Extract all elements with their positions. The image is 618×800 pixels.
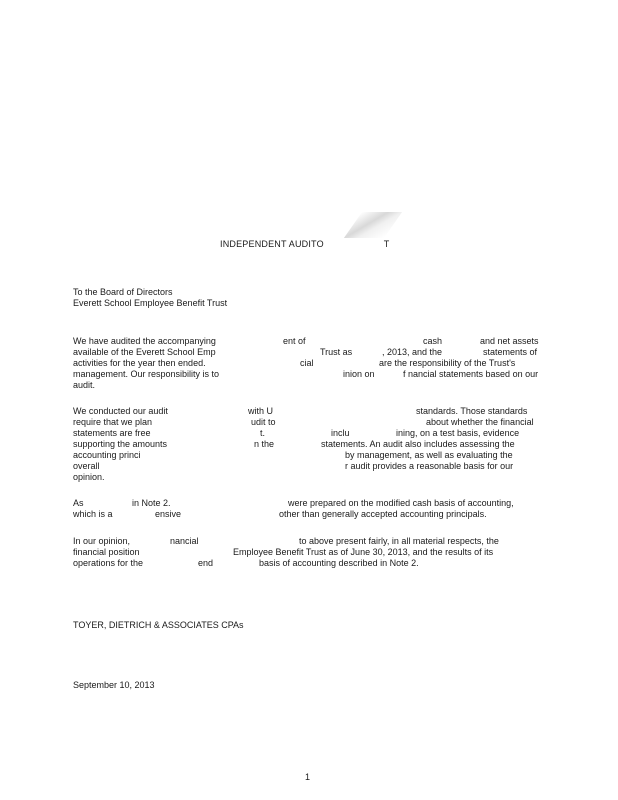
text-segment: n the [254, 439, 275, 449]
text-segment: in Note 2. [132, 498, 171, 508]
text-segment: management. Our responsibility is to [73, 369, 220, 379]
text-segment: t. [260, 428, 266, 438]
addressee-line-2: Everett School Employee Benefit Trust [73, 298, 228, 308]
text-segment: by management, as well as evaluating the [345, 450, 513, 460]
text-segment: with U [248, 406, 274, 416]
text-segment: statements. An audit also includes assessing the [321, 439, 515, 449]
text-segment: udit to [251, 417, 276, 427]
text-segment: operations for the [73, 558, 144, 568]
text-segment: As [73, 498, 84, 508]
text-segment: activities for the year then ended. [73, 358, 206, 368]
report-title-right: T [383, 239, 390, 249]
scan-smudge [344, 212, 402, 238]
text-segment: inion on [343, 369, 375, 379]
text-segment: were prepared on the modified cash basis of accounting, [288, 498, 514, 508]
p1-line-5: audit. [73, 380, 96, 390]
text-segment: are the responsibility of the Trust's [379, 358, 516, 368]
text-segment: end [198, 558, 214, 568]
text-segment: and net assets [480, 336, 539, 346]
text-segment: statements of [483, 347, 538, 357]
text-segment: We conducted our audit [73, 406, 168, 416]
p2-line-7: opinion. [73, 472, 105, 482]
text-segment: statements are free [73, 428, 151, 438]
text-segment: inclu [331, 428, 350, 438]
text-segment: ent of [283, 336, 306, 346]
text-segment: In our opinion, [73, 536, 131, 546]
page-number: 1 [305, 772, 311, 782]
text-segment: cial [300, 358, 314, 368]
text-segment: financial position [73, 547, 140, 557]
text-segment: overall [73, 461, 100, 471]
text-segment: Employee Benefit Trust as of June 30, 2013, and the results of its [233, 547, 494, 557]
text-segment: basis of accounting described in Note 2. [259, 558, 419, 568]
text-segment: r audit provides a reasonable basis for our [345, 461, 514, 471]
text-segment: , 2013, and the [382, 347, 443, 357]
addressee-line-1: To the Board of Directors [73, 287, 173, 297]
text-segment: We have audited the accompanying [73, 336, 216, 346]
text-segment: about whether the financial [426, 417, 534, 427]
report-title-left: INDEPENDENT AUDITO [220, 239, 324, 249]
text-segment: available of the Everett School Emp [73, 347, 216, 357]
text-segment: to above present fairly, in all material respects, the [299, 536, 499, 546]
text-segment: nancial [170, 536, 199, 546]
text-segment: accounting princi [73, 450, 141, 460]
text-segment: supporting the amounts [73, 439, 168, 449]
text-segment: other than generally accepted accounting principals. [279, 509, 487, 519]
text-segment: ensive [155, 509, 182, 519]
report-date: September 10, 2013 [73, 680, 155, 690]
text-segment: standards. Those standards [416, 406, 528, 416]
text-segment: require that we plan [73, 417, 153, 427]
report-title [220, 239, 390, 249]
text-segment: ining, on a test basis, evidence [396, 428, 520, 438]
text-segment: f nancial statements based on our [403, 369, 539, 379]
text-segment: cash [423, 336, 443, 346]
text-segment: which is a [73, 509, 113, 519]
text-segment: Trust as [320, 347, 353, 357]
firm-name: TOYER, DIETRICH & ASSOCIATES CPAs [73, 620, 244, 630]
